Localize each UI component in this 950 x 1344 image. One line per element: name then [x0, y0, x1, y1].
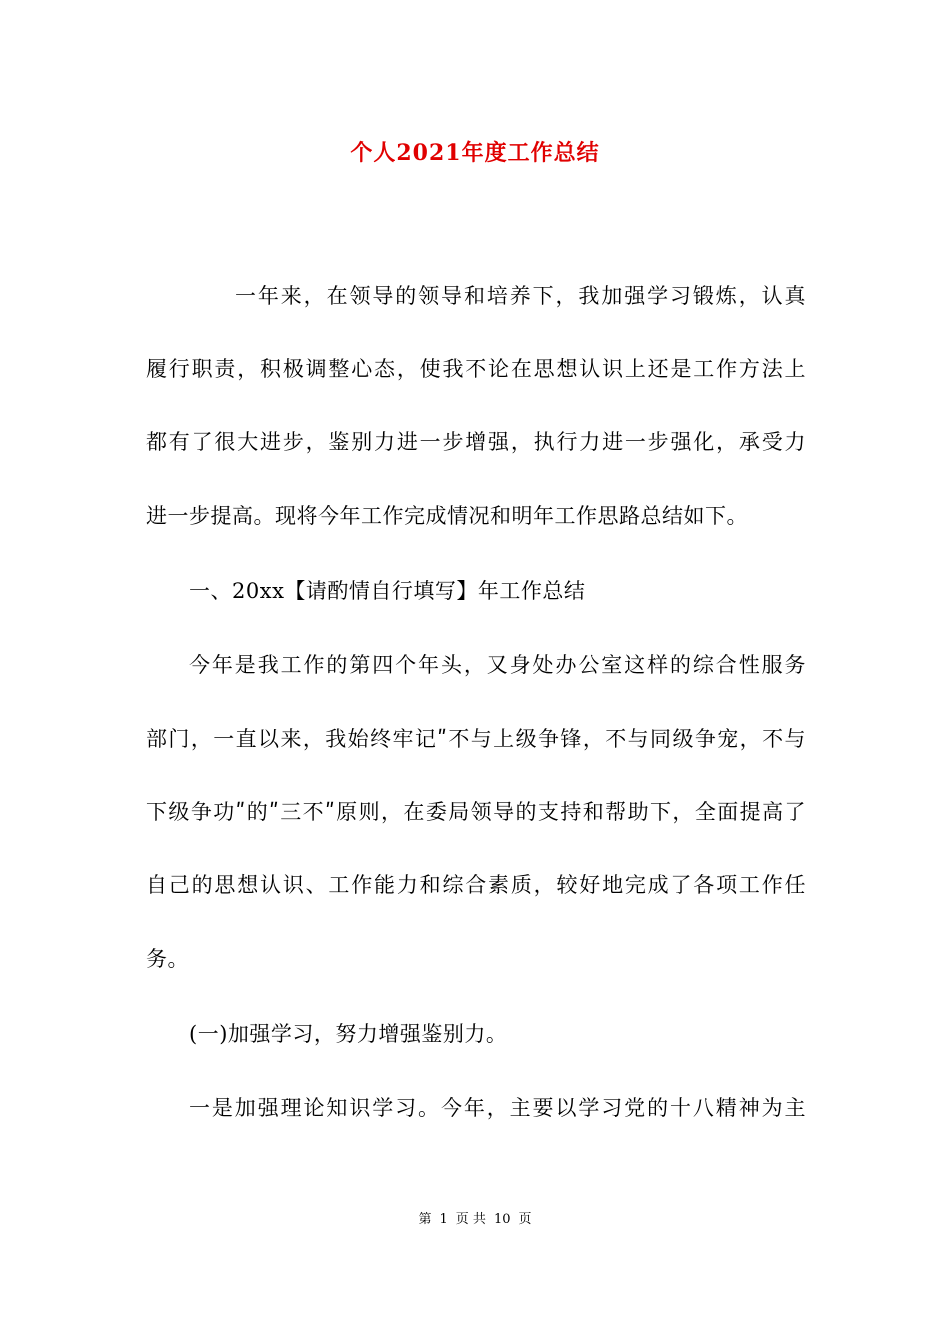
- footer-suffix: 页: [518, 1212, 532, 1227]
- paragraph-1-line-1: 一年来，在领导的领导和培养下，我加强学习锻炼，认真: [235, 284, 806, 308]
- paragraph-2-line-4: 自己的思想认识、工作能力和综合素质，较好地完成了各项工作任: [146, 873, 806, 897]
- paragraph-2-line-1: 今年是我工作的第四个年头，又身处办公室这样的综合性服务: [189, 653, 806, 677]
- footer-total-pages: 10: [493, 1212, 511, 1227]
- paragraph-1-line-3: 都有了很大进步，鉴别力进一步增强，执行力进一步强化，承受力: [146, 430, 806, 454]
- subsection-heading-1: (一)加强学习，努力增强鉴别力。: [189, 1022, 508, 1046]
- section-heading-1: 一、20xx【请酌情自行填写】年工作总结: [189, 579, 586, 603]
- paragraph-1-line-4: 进一步提高。现将今年工作完成情况和明年工作思路总结如下。: [146, 504, 748, 528]
- footer-prefix: 第: [418, 1212, 432, 1227]
- paragraph-2-line-3: 下级争功ʺ的ʺ三不ʺ原则，在委局领导的支持和帮助下，全面提高了: [146, 800, 806, 824]
- paragraph-2-line-5: 务。: [146, 947, 189, 971]
- footer-current-page: 1: [439, 1212, 448, 1227]
- paragraph-3-line-1: 一是加强理论知识学习。今年，主要以学习党的十八精神为主: [189, 1096, 806, 1120]
- paragraph-1-line-2: 履行职责，积极调整心态，使我不论在思想认识上还是工作方法上: [146, 357, 806, 381]
- document-title: 个人2021年度工作总结: [350, 140, 600, 166]
- footer-middle: 页 共: [455, 1212, 486, 1227]
- page-number-footer: [0, 1208, 950, 1227]
- paragraph-2-line-2: 部门，一直以来，我始终牢记ʺ不与上级争锋，不与同级争宠，不与: [146, 727, 806, 751]
